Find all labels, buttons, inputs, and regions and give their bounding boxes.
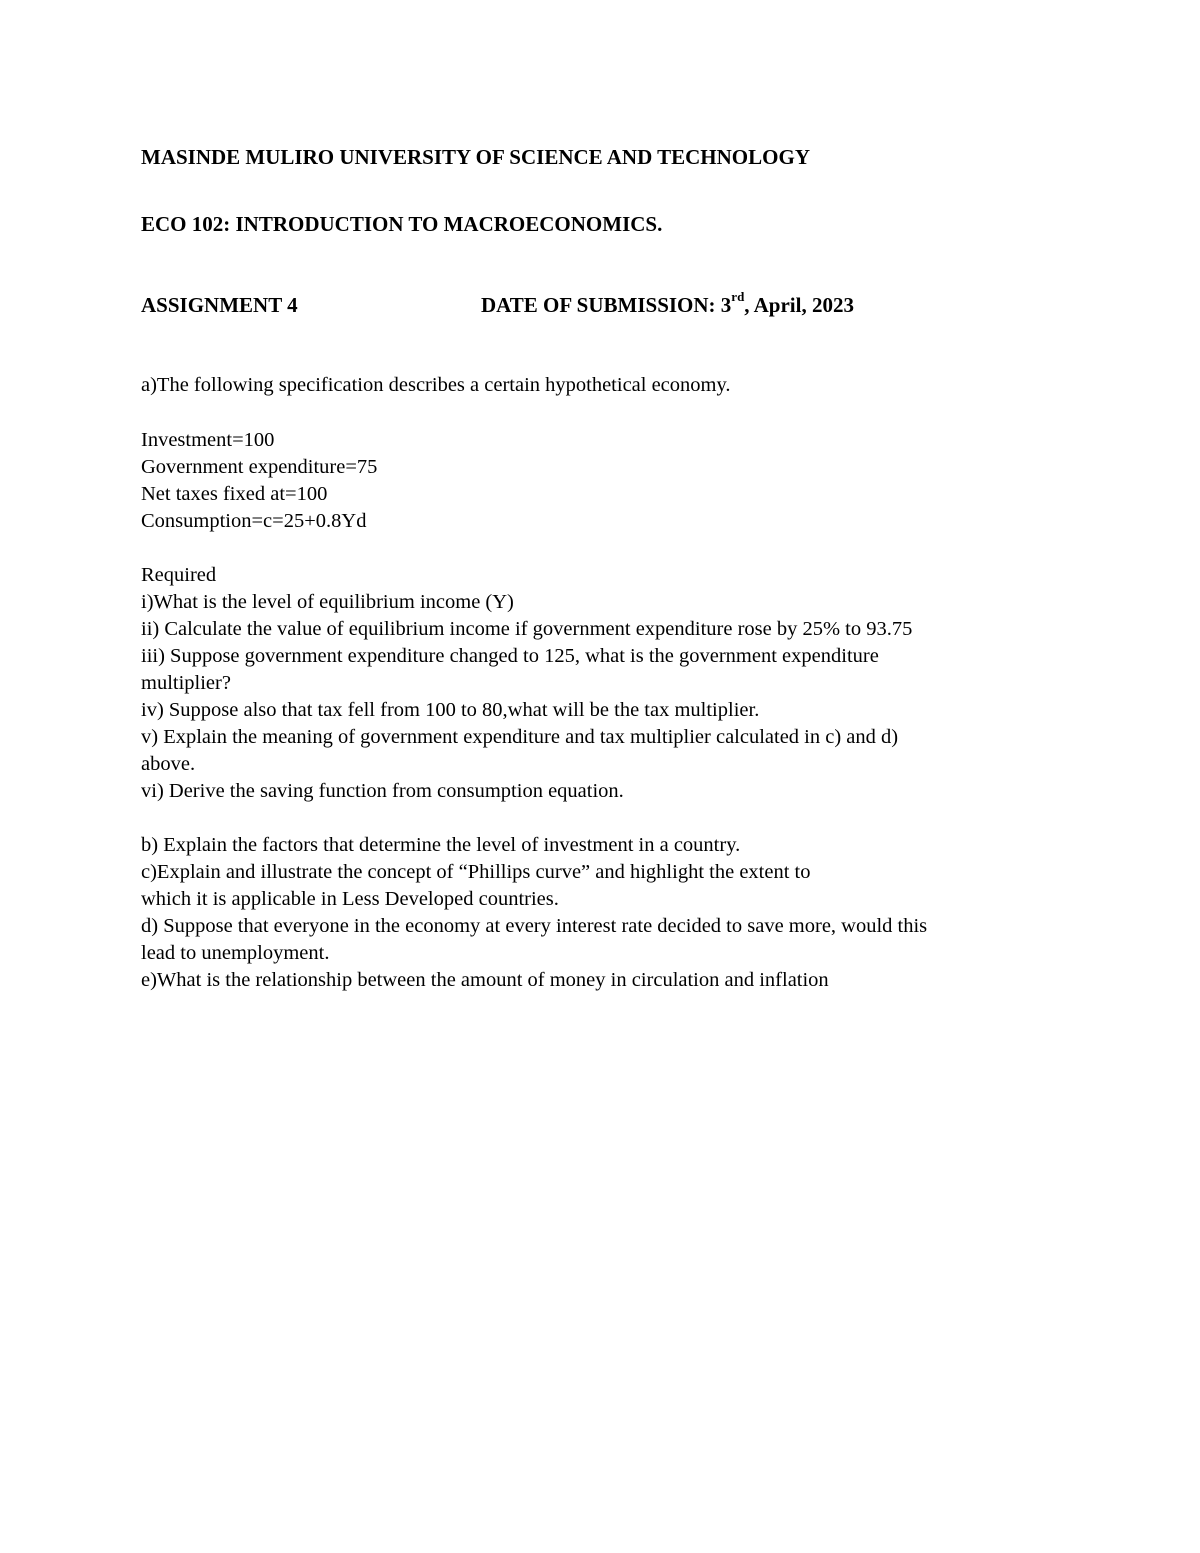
question-a-intro — [141, 372, 1061, 399]
question-c-continued: which it is applicable in Less Developed countries. — [141, 888, 559, 910]
economy-specification — [141, 427, 1061, 535]
spec-government-expenditure: Government expenditure=75 — [141, 456, 378, 478]
question-c: c)Explain and illustrate the concept of “Phillips curve” and highlight the extent to — [141, 861, 811, 883]
submission-date — [481, 289, 854, 318]
question-b: b) Explain the factors that determine the level of investment in a country. — [141, 834, 741, 856]
required-heading: Required — [141, 564, 217, 586]
required-item: iv) Suppose also that tax fell from 100 to 80,what will be the tax multiplier. — [141, 699, 760, 721]
question-e: e)What is the relationship between the amount of money in circulation and inflation — [141, 969, 829, 991]
submission-date-superscript: rd — [731, 289, 745, 304]
required-item-continued: above. — [141, 753, 196, 775]
question-a-intro-line: a)The following specification describes a certain hypothetical economy. — [141, 374, 731, 396]
university-title: MASINDE MULIRO UNIVERSITY OF SCIENCE AND TECHNOLOGY — [141, 145, 810, 169]
required-item-continued: multiplier? — [141, 672, 231, 694]
question-d-continued: lead to unemployment. — [141, 942, 330, 964]
course-title: ECO 102: INTRODUCTION TO MACROECONOMICS. — [141, 212, 663, 236]
submission-date-prefix: DATE OF SUBMISSION: 3 — [481, 293, 732, 317]
other-questions — [141, 832, 1061, 994]
assignment-label: ASSIGNMENT 4 — [141, 293, 298, 317]
required-item: i)What is the level of equilibrium income (Y) — [141, 591, 514, 613]
required-item: vi) Derive the saving function from consumption equation. — [141, 780, 624, 802]
required-list — [141, 562, 1061, 805]
spec-investment: Investment=100 — [141, 429, 275, 451]
required-item: v) Explain the meaning of government expenditure and tax multiplier calculated in c) and d) — [141, 726, 899, 748]
spec-consumption: Consumption=c=25+0.8Yd — [141, 510, 367, 532]
question-d: d) Suppose that everyone in the economy at every interest rate decided to save more, would this — [141, 915, 928, 937]
required-item: iii) Suppose government expenditure changed to 125, what is the government expenditure — [141, 645, 879, 667]
required-item: ii) Calculate the value of equilibrium income if government expenditure rose by 25% to 93.75 — [141, 618, 913, 640]
submission-date-suffix: , April, 2023 — [744, 293, 854, 317]
spec-net-taxes: Net taxes fixed at=100 — [141, 483, 328, 505]
